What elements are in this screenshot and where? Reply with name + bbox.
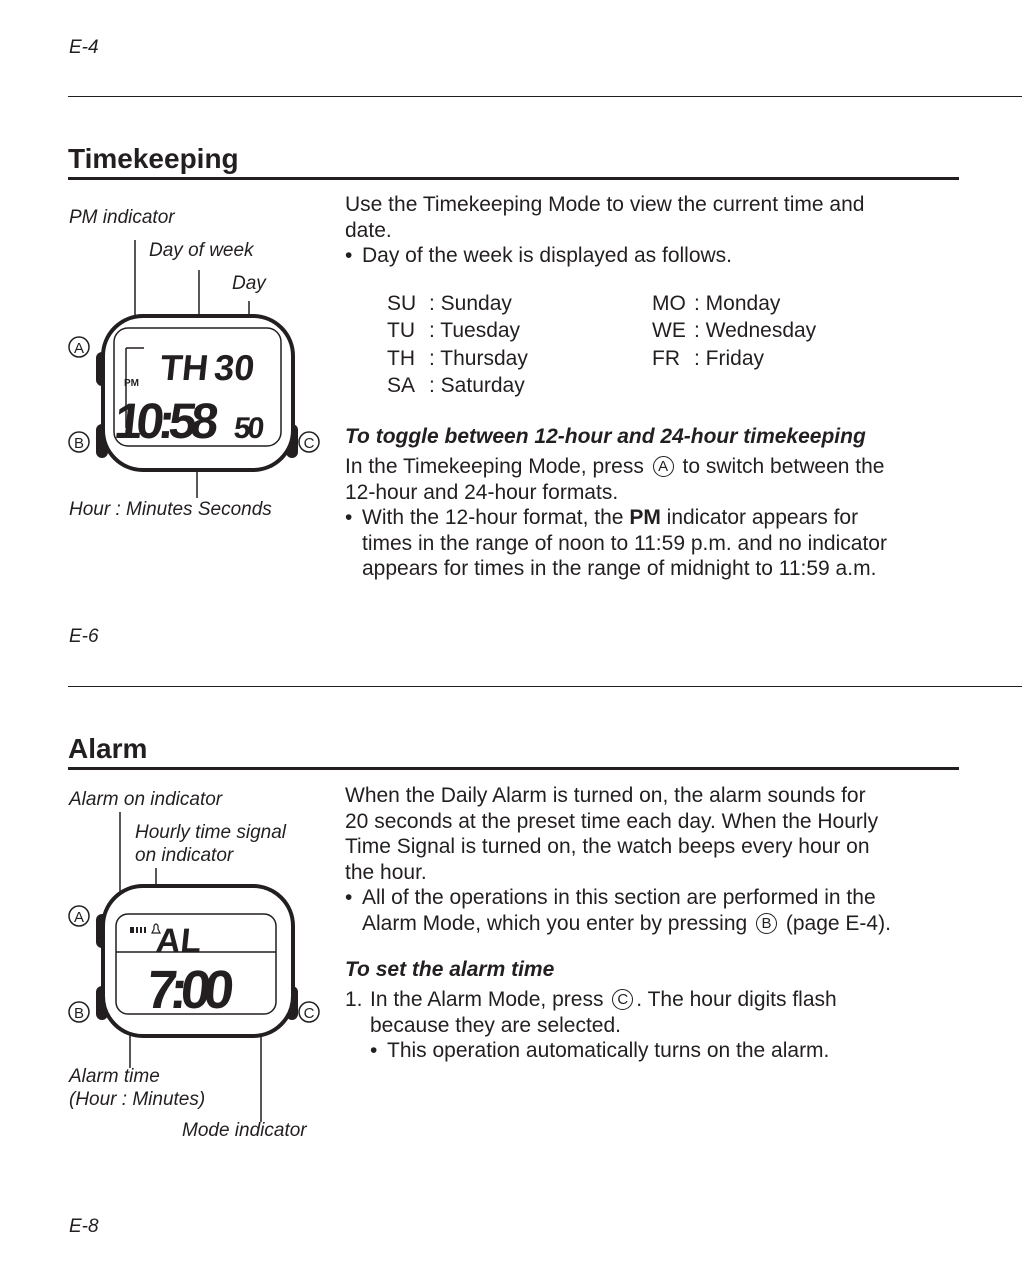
step-text: In the Alarm Mode, press bbox=[370, 988, 604, 1011]
button-b-label: B bbox=[73, 1005, 85, 1022]
title-rule bbox=[68, 177, 959, 180]
page-number: E-8 bbox=[69, 1216, 99, 1237]
pm-note-text: indicator appears for bbox=[666, 506, 859, 529]
days-list bbox=[387, 290, 817, 399]
ops-text: Alarm Mode, which you enter by pressing bbox=[362, 911, 748, 935]
ops-text: (page E-4). bbox=[785, 911, 891, 935]
intro-line: date. bbox=[345, 218, 392, 242]
toggle-text: In the Timekeeping Mode, press bbox=[345, 455, 644, 478]
button-b-symbol: B bbox=[756, 913, 777, 934]
toggle-text: 12-hour and 24-hour formats. bbox=[345, 480, 619, 504]
intro-line: 20 seconds at the preset time each day. When the Hourly bbox=[345, 809, 879, 833]
page-number: E-6 bbox=[69, 626, 99, 647]
time-display: 10:58 bbox=[111, 393, 216, 449]
divider bbox=[68, 686, 1022, 687]
day-code: FR bbox=[652, 346, 680, 370]
button-a-symbol: A bbox=[653, 456, 674, 477]
label-alarm-time: Alarm time bbox=[69, 1066, 160, 1087]
step-bullet: • This operation automatically turns on the alarm. bbox=[370, 1038, 965, 1064]
button-c-label: C bbox=[303, 1005, 315, 1022]
pm-bold: PM bbox=[629, 506, 661, 529]
mode-display: AL bbox=[154, 922, 204, 960]
day-code: SA bbox=[387, 373, 416, 397]
day-name: : Wednesday bbox=[694, 319, 817, 343]
section-title-timekeeping: Timekeeping bbox=[68, 143, 239, 174]
toggle-instructions bbox=[345, 454, 965, 582]
label-day-of-week: Day of week bbox=[149, 240, 254, 261]
alarm-ops-note bbox=[345, 885, 965, 936]
intro-line: Time Signal is turned on, the watch beeps every hour on bbox=[345, 835, 870, 858]
divider bbox=[68, 96, 1022, 97]
set-alarm-steps bbox=[345, 987, 965, 1064]
intro-line: Use the Timekeeping Mode to view the current time and bbox=[345, 193, 865, 216]
title-rule bbox=[68, 767, 959, 770]
bullet-days: • Day of the week is displayed as follows. bbox=[345, 243, 965, 269]
label-mode-indicator: Mode indicator bbox=[182, 1120, 307, 1141]
day-name: : Monday bbox=[694, 292, 781, 315]
page-number: E-4 bbox=[69, 37, 99, 58]
set-alarm-heading: To set the alarm time bbox=[345, 958, 555, 981]
ops-text: • All of the operations in this section are performed in the bbox=[362, 886, 876, 909]
day-name: : Friday bbox=[694, 346, 765, 370]
label-day: Day bbox=[232, 273, 266, 294]
day-code: WE bbox=[652, 319, 686, 343]
day-name: : Tuesday bbox=[429, 319, 521, 343]
alarm-intro bbox=[345, 783, 965, 936]
day-display: 30 bbox=[212, 347, 257, 388]
pm-note-text: appears for times in the range of midnight to 11:59 a.m. bbox=[362, 557, 877, 580]
button-b-label: B bbox=[73, 435, 85, 452]
day-code: SU bbox=[387, 292, 417, 315]
button-a-label: A bbox=[73, 340, 85, 357]
label-hour-minutes-seconds: Hour : Minutes Seconds bbox=[69, 499, 272, 520]
seconds-display: 50 bbox=[232, 412, 264, 445]
label-hourly-signal: on indicator bbox=[135, 845, 234, 866]
pm-note bbox=[345, 505, 965, 582]
step-number: 1. bbox=[345, 988, 363, 1011]
alarm-time-display: 7:00 bbox=[143, 960, 231, 1020]
day-name: : Sunday bbox=[429, 292, 512, 315]
button-c-symbol: C bbox=[612, 989, 633, 1010]
label-pm-indicator: PM indicator bbox=[69, 207, 175, 228]
label-hourly-signal: Hourly time signal bbox=[135, 822, 286, 843]
step-text: because they are selected. bbox=[370, 1013, 621, 1037]
label-alarm-time: (Hour : Minutes) bbox=[69, 1089, 206, 1110]
timekeeping-intro bbox=[345, 192, 965, 269]
step-text: . The hour digits flash bbox=[636, 988, 837, 1011]
button-a-label: A bbox=[73, 909, 85, 926]
toggle-text: to switch between the bbox=[682, 455, 885, 478]
button-c-label: C bbox=[303, 435, 315, 452]
day-name: : Thursday bbox=[429, 346, 528, 370]
day-code: TH bbox=[387, 346, 415, 370]
day-name: : Saturday bbox=[429, 373, 525, 397]
intro-line: When the Daily Alarm is turned on, the alarm sounds for bbox=[345, 784, 866, 807]
pm-note-text: With the 12-hour format, the bbox=[362, 506, 624, 529]
weekday-display: TH bbox=[158, 347, 211, 388]
day-code: TU bbox=[387, 319, 415, 343]
pm-indicator: PM bbox=[124, 378, 139, 389]
day-code: MO bbox=[652, 292, 686, 315]
intro-line: the hour. bbox=[345, 860, 427, 884]
step-1 bbox=[345, 987, 965, 1064]
section-title-alarm: Alarm bbox=[68, 733, 148, 764]
toggle-heading: To toggle between 12-hour and 24-hour timekeeping bbox=[345, 425, 866, 448]
pm-note-text: times in the range of noon to 11:59 p.m. and no indicator bbox=[362, 531, 887, 555]
label-alarm-on: Alarm on indicator bbox=[69, 789, 223, 810]
